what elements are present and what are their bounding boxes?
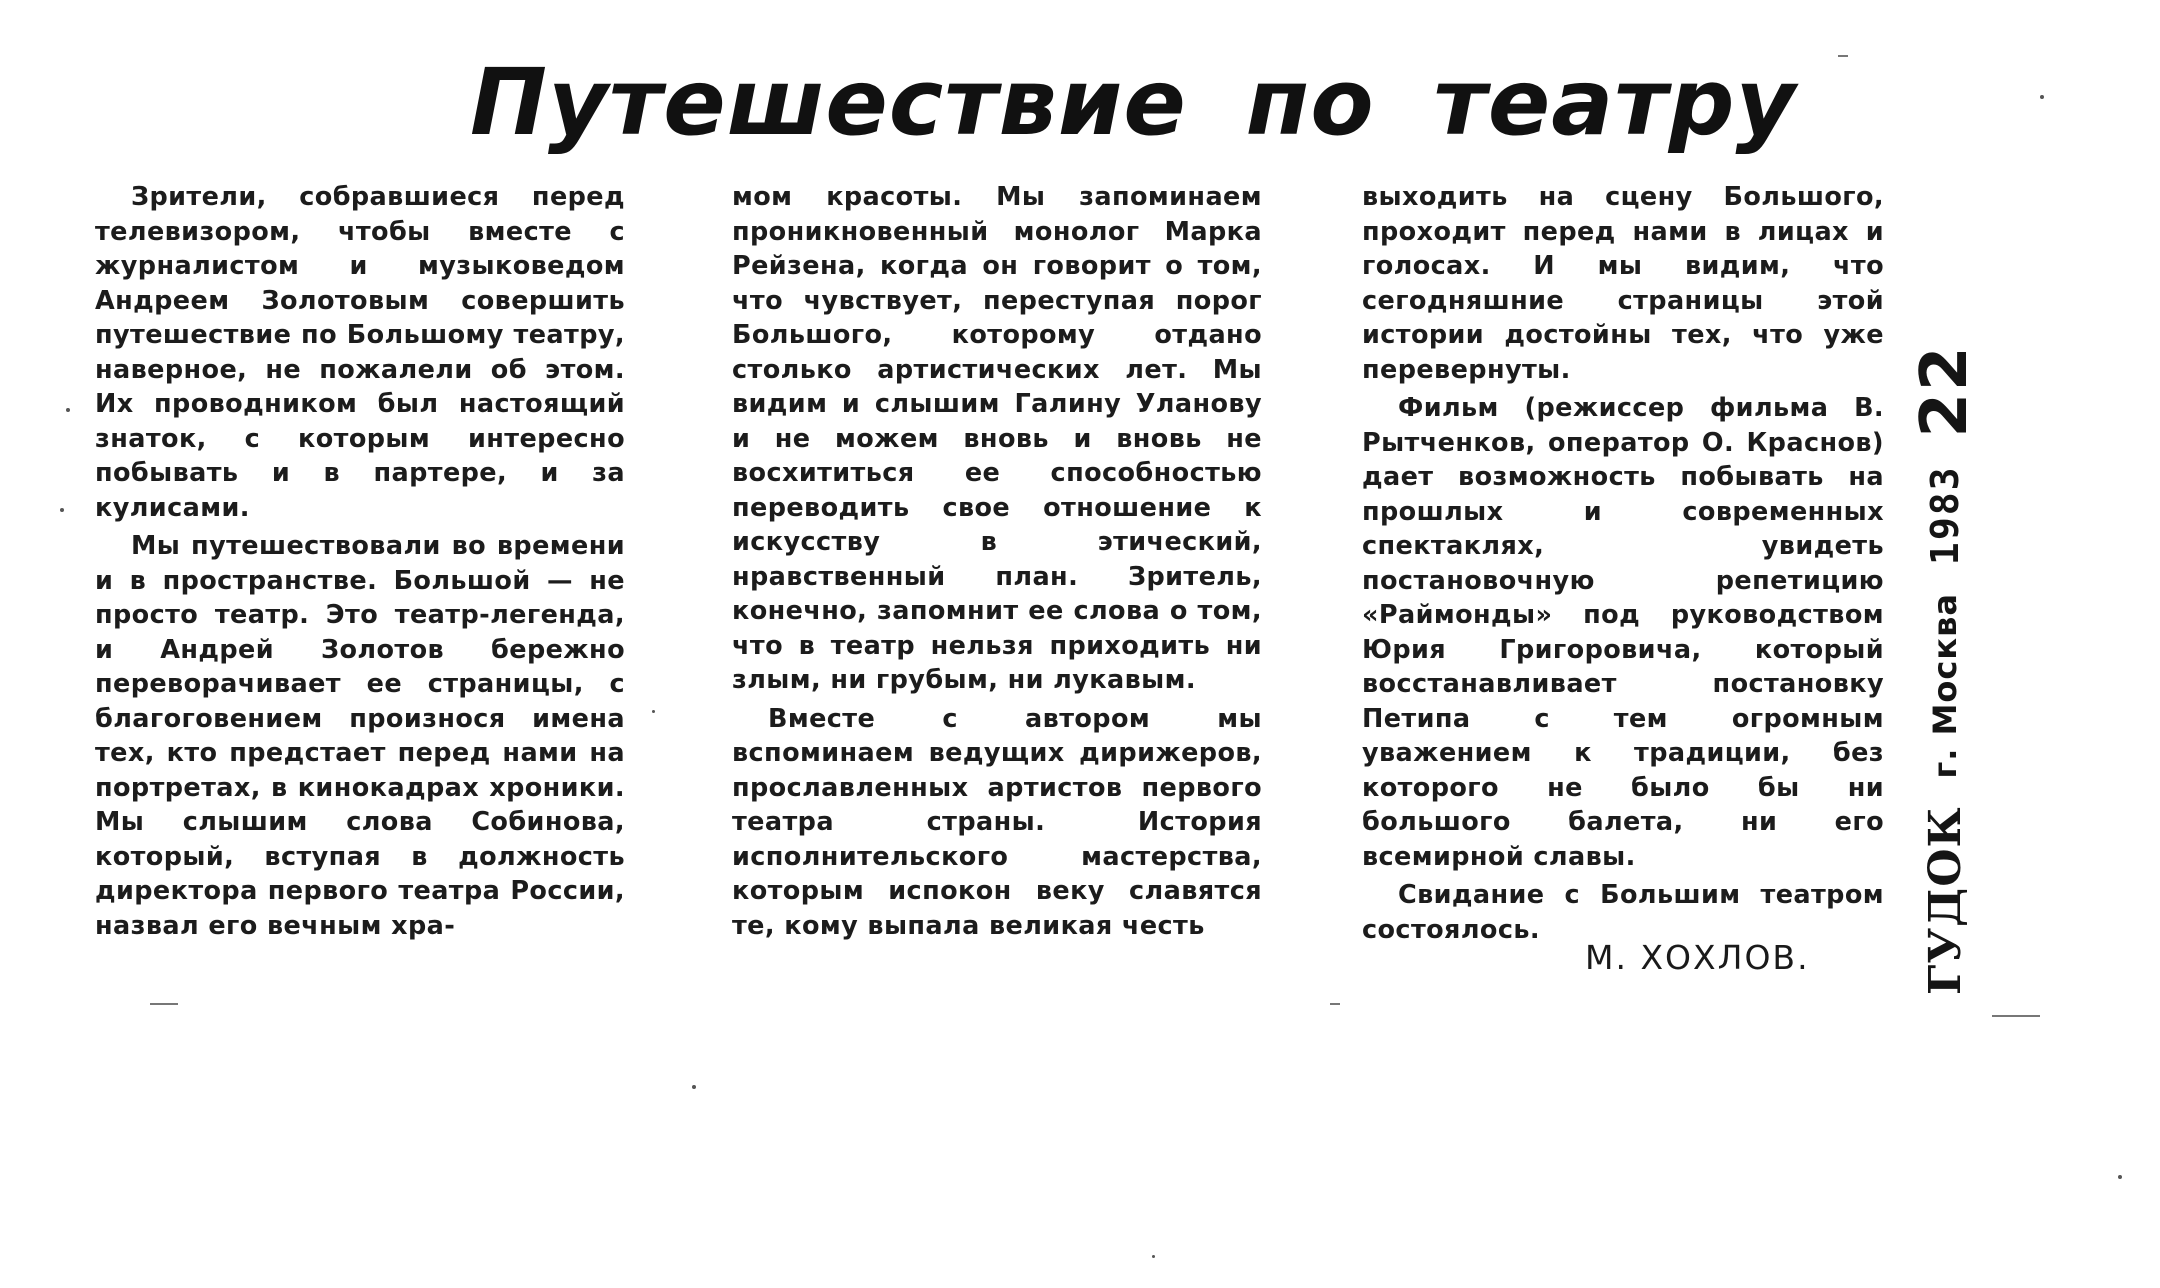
scan-speck [2040, 95, 2044, 99]
scan-speck [652, 710, 655, 713]
scan-mark [1992, 1015, 2040, 1017]
archive-stamp [1895, 125, 1995, 995]
scan-speck [60, 508, 64, 512]
stamp-city: г. Москва [1926, 593, 1964, 779]
article-paragraph: выходить на сцену Большого, проходит перед нами в лицах и голосах. И мы видим, что сегодняшние страницы этой истории достойны тех, что уже перевернуты. [1362, 182, 1884, 385]
article-paragraph: Вместе с автором мы вспоминаем ведущих дирижеров, прославленных артистов первого театра страны. История исполнительского мастерства, которым испокон веку славятся те, кому выпала великая честь [732, 703, 1262, 941]
article-paragraph: мом красоты. Мы запоминаем проникновенный монолог Марка Рейзена, когда он говорит о том, что чувствует, переступая порог Большого, которому отдано столько артистических лет. Мы видим и слышим Галину Уланову и не можем вновь и вновь не восхититься ее способностью переводить свое отношение к искусству в этический, нравственный план. Зритель, конечно, запомнит ее слова о том, что в театр нельзя приходить ни злым, ни грубым, ни лукавым. [732, 182, 1262, 695]
article-column-1 [95, 180, 625, 947]
article-column-2 [732, 180, 1262, 947]
article-paragraph: Зрители, собравшиеся перед телевизором, чтобы вместе с журналистом и музыковедом Андреем Золотовым совершить путешествие по Большому театру, наверное, не пожалели об этом. Их проводником был настоящий знаток, с которым интересно побывать и в партере, и за кулисами. [95, 182, 625, 523]
article-signature: М. ХОХЛОВ. [1585, 938, 1810, 977]
article-paragraph: Свидание с Большим театром состоялось. [1362, 880, 1884, 945]
scan-speck [1152, 1255, 1155, 1258]
article-paragraph: Фильм (режиссер фильма В. Рытченков, оператор О. Краснов) дает возможность побывать на прошлых и современных спектаклях, увидеть постановочную репетицию «Раймонды» под руководством Юрия Григоровича, который восстанавливает постановку Петипа с тем огромным уважением к традиции, без которого не было бы ни большого балета, ни его всемирной славы. [1362, 393, 1884, 872]
article-column-3 [1362, 180, 1884, 951]
scan-speck [66, 408, 70, 412]
scan-mark [1838, 55, 1848, 57]
article-paragraph: Мы путешествовали во времени и в пространстве. Большой — не просто театр. Это театр-легенда, и Андрей Золотов бережно переворачивает ее страницы, с благоговением произнося имена тех, кто предстает перед нами на портретах, в кинокадрах хроники. Мы слышим слова Собинова, который, вступая в должность директора первого театра России, назвал его вечным хра- [95, 531, 625, 941]
scan-speck [2118, 1175, 2122, 1179]
scan-mark [150, 1003, 178, 1005]
stamp-source: ГУДОК [1919, 806, 1971, 995]
scan-speck [692, 1085, 696, 1089]
stamp-day: 22 [1908, 344, 1982, 438]
stamp-date: 1983 [1923, 465, 1967, 566]
scan-mark [1330, 1003, 1340, 1005]
article-headline: Путешествие по театру [470, 49, 1797, 156]
